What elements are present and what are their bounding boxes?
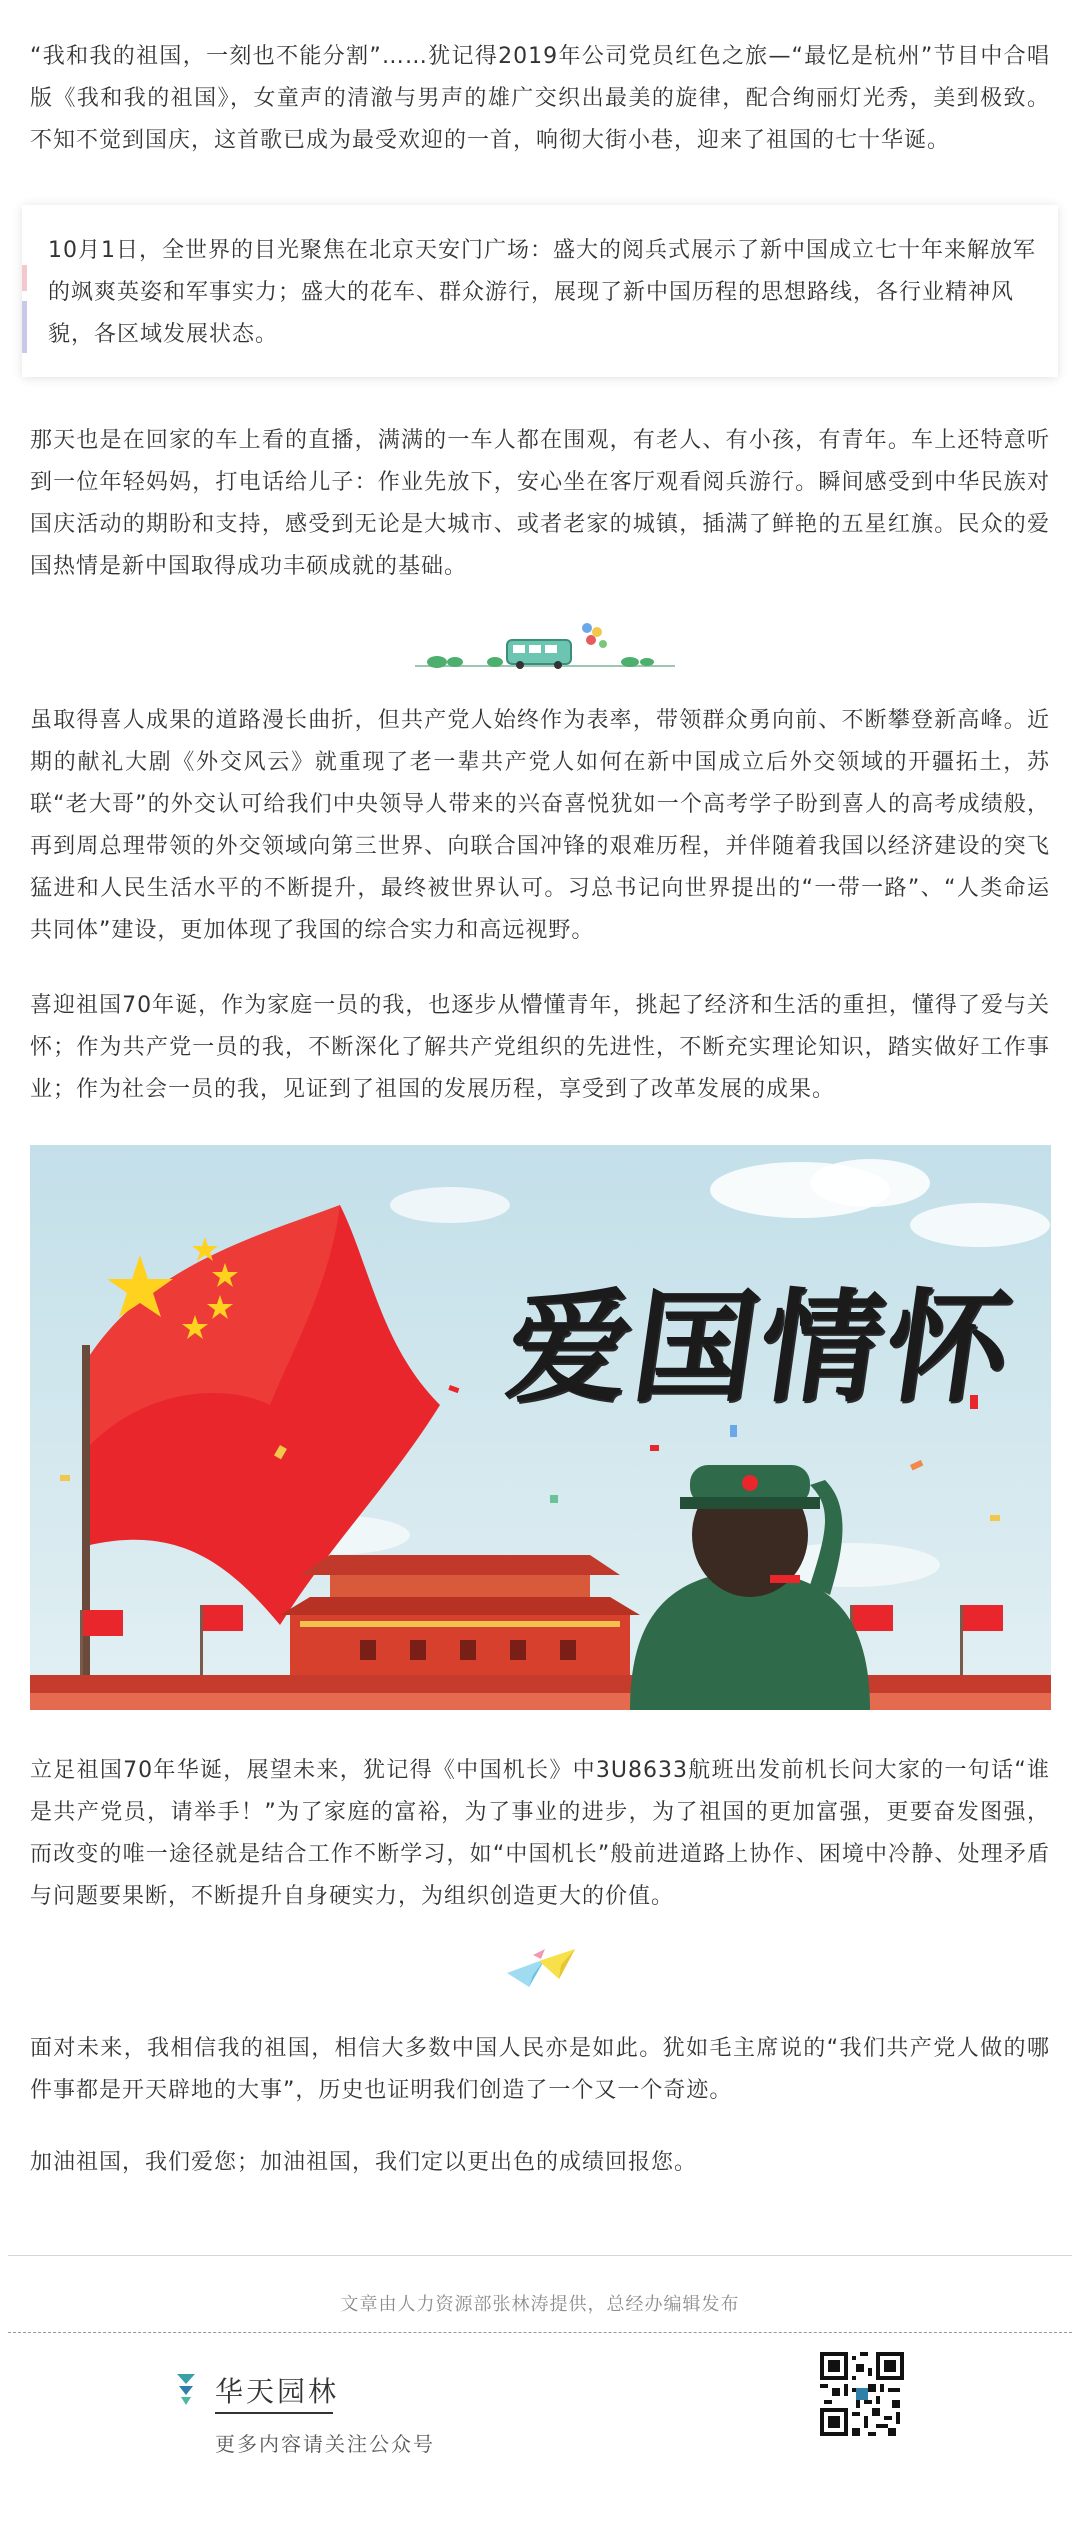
quote-text: 10月1日，全世界的目光聚焦在北京天安门广场：盛大的阅兵式展示了新中国成立七十年来解放军的飒爽英姿和军事实力；盛大的花车、群众游行，展现了新中国历程的思想路线，各行业精神风貌，各区域发展状态。 [48,238,1036,347]
paragraph-intro: “我和我的祖国，一刻也不能分割”……犹记得2019年公司党员红色之旅—“最忆是杭州”节目中合唱版《我和我的祖国》，女童声的清澈与男声的雄广交织出最美的旋律，配合绚丽灯光秀，美到极致。不知不觉到国庆，这首歌已成为最受欢迎的一首，响彻大街小巷，迎来了祖国的七十华诞。 [30,44,1050,153]
paragraph-captain: 立足祖国70年华诞，展望未来，犹记得《中国机长》中3U8633航班出发前机长问大家的一句话“谁是共产党员，请举手！”为了家庭的富裕，为了事业的进步，为了祖国的更加富强，更要奋发图强，而改变的唯一途径就是结合工作不断学习，如“中国机长”般前进道路上协作、困境中冷静、处理矛盾与问题要果断，不断提升自身硬实力，为组织创造更大的价值。 [30,1758,1050,1909]
bus-balloons-icon [415,618,675,682]
paragraph-70th: 喜迎祖国70年诞，作为家庭一员的我，也逐步从懵懂青年，挑起了经济和生活的重担，懂得了爱与关怀；作为共产党一员的我，不断深化了解共产党组织的先进性，不断充实理论知识，踏实做好工作事业；作为社会一员的我，见证到了祖国的发展历程，享受到了改革发展的成果。 [30,993,1050,1102]
patriotism-poster [30,1145,1051,1710]
qr-code-icon[interactable] [820,2352,904,2436]
paragraph-closing: 加油祖国，我们爱您；加油祖国，我们定以更出色的成绩回报您。 [30,2150,698,2175]
brand-name: 华天园林 [215,2375,340,2408]
brand-underline [215,2412,333,2414]
footer-divider [8,2255,1072,2256]
paper-planes-icon [505,1945,577,1995]
brand-logo-icon [175,2372,197,2416]
paragraph-diplomacy: 虽取得喜人成果的道路漫长曲折，但共产党人始终作为表率，带领群众勇向前、不断攀登新高峰。近期的献礼大剧《外交风云》就重现了老一辈共产党人如何在新中国成立后外交领域的开疆拓土，苏联“老大哥”的外交认可给我们中央领导人带来的兴奋喜悦犹如一个高考学子盼到喜人的高考成绩般，再到周总理带领的外交领域向第三世界、向联合国冲锋的艰难历程，并伴随着我国以经济建设的突飞猛进和人民生活水平的不断提升，最终被世界认可。习总书记向世界提出的“一带一路”、“人类命运共同体”建设，更加体现了我国的综合实力和高远视野。 [30,708,1050,943]
paragraph-future: 面对未来，我相信我的祖国，相信大多数中国人民亦是如此。犹如毛主席说的“我们共产党人做的哪件事都是开天辟地的大事”，历史也证明我们创造了一个又一个奇迹。 [30,2036,1050,2103]
brand-subtitle: 更多内容请关注公众号 [215,2432,435,2456]
paragraph-livestream: 那天也是在回家的车上看的直播，满满的一车人都在围观，有老人、有小孩，有青年。车上还特意听到一位年轻妈妈，打电话给儿子：作业先放下，安心坐在客厅观看阅兵游行。瞬间感受到中华民族对国庆活动的期盼和支持，感受到无论是大城市、或者老家的城镇，插满了鲜艳的五星红旗。民众的爱国热情是新中国取得成功丰硕成就的基础。 [30,428,1050,579]
poster-title: 爱国情怀 [498,1275,1023,1419]
quote-accent-bar [22,265,27,291]
quote-card [22,205,1058,377]
footer-dashed-divider [8,2332,1072,2333]
author-note: 文章由人力资源部张林涛提供，总经办编辑发布 [340,2294,740,2315]
quote-accent-bar [22,301,27,353]
